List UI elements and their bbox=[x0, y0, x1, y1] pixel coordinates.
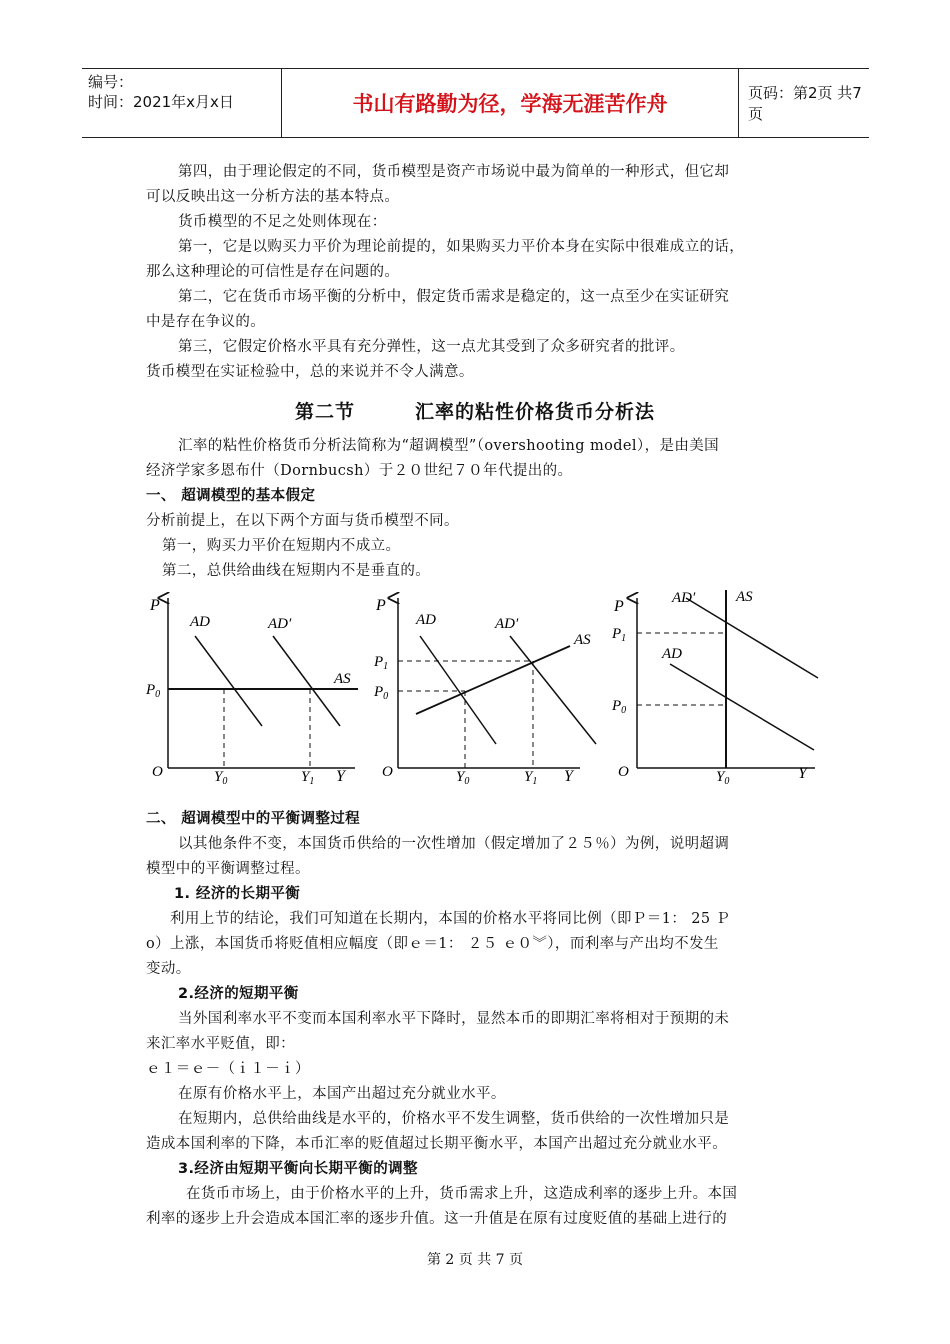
subheading: 2.经济的短期平衡 bbox=[178, 986, 299, 1002]
axis-label-y: Y bbox=[798, 765, 807, 782]
paragraph-line: 利率的逐步上升会造成本国汇率的逐步升值。这一升值是在原有过度贬值的基础上进行的 bbox=[146, 1211, 728, 1227]
tick-label-p0: $P_0$ bbox=[374, 684, 389, 702]
paragraph-line: 在原有价格水平上，本国产出超过充分就业水平。 bbox=[178, 1086, 506, 1102]
axis-label-y: Y bbox=[336, 768, 345, 785]
tick-label-y1: $Y_1$ bbox=[301, 769, 315, 787]
header-motto: 书山有路勤为径，学海无涯苦作舟 bbox=[282, 69, 739, 137]
paragraph-line: 第三，它假定价格水平具有充分弹性，这一点尤其受到了众多研究者的批评。 bbox=[178, 339, 685, 355]
paragraph-line: 第二，总供给曲线在短期内不是垂直的。 bbox=[162, 563, 431, 579]
axis-label-p: P bbox=[614, 598, 624, 615]
paragraph-line: 货币模型在实证检验中，总的来说并不令人满意。 bbox=[146, 364, 474, 380]
paragraph-line: 来汇率水平贬值，即： bbox=[146, 1036, 295, 1052]
tick-label-p1: $P_1$ bbox=[612, 626, 627, 644]
curve-label-ad-prime: AD′ bbox=[672, 590, 696, 606]
curve-label-as: AS bbox=[574, 632, 591, 648]
paragraph-line: 利用上节的结论，我们可知道在长期内，本国的价格水平将同比例（即Ｐ＝1： 25 Ｐ bbox=[170, 911, 731, 927]
ad-prime-curve bbox=[273, 636, 340, 726]
paragraph-line: o）上涨，本国货币将贬值相应幅度（即ｅ＝1： ２５ ｅ０︾），而利率与产出均不发生 bbox=[146, 936, 719, 952]
subheading: 3.经济由短期平衡向长期平衡的调整 bbox=[178, 1161, 418, 1177]
paragraph-line: 第一，它是以购买力平价为理论前提的，如果购买力平价本身在实际中很难成立的话， bbox=[178, 239, 745, 255]
paragraph-line: 经济学家多恩布什（Dornbucsh）于２０世纪７０年代提出的。 bbox=[146, 463, 573, 479]
ad-prime-curve bbox=[510, 636, 596, 744]
curve-label-as: AS bbox=[736, 589, 753, 605]
tick-label-y0: $Y_0$ bbox=[214, 769, 228, 787]
tick-label-p0: $P_0$ bbox=[612, 698, 627, 716]
curve-label-ad-prime: AD′ bbox=[495, 616, 519, 632]
ad-curve bbox=[195, 636, 262, 726]
paragraph-line: 货币模型的不足之处则体现在： bbox=[178, 214, 387, 230]
paragraph-line: 中是存在争议的。 bbox=[146, 314, 266, 330]
doc-date-label: 时间：2021年x月x日 bbox=[88, 93, 234, 111]
paragraph-line: 汇率的粘性价格货币分析法简称为“超调模型”（overshooting model），是由美国 bbox=[178, 438, 720, 454]
ad-curve bbox=[420, 636, 496, 744]
subheading: 二、 超调模型中的平衡调整过程 bbox=[146, 811, 361, 827]
paragraph-line: 造成本国利率的下降，本币汇率的贬值超过长期平衡水平，本国产出超过充分就业水平。 bbox=[146, 1136, 728, 1152]
formula-line: ｅ１＝ｅ－（ｉ１－ｉ） bbox=[146, 1061, 310, 1077]
curve-label-as: AS bbox=[334, 671, 351, 687]
paragraph-line: 第二，它在货币市场平衡的分析中，假定货币需求是稳定的，这一点至少在实证研究 bbox=[178, 289, 730, 305]
diagram-2 bbox=[373, 597, 596, 787]
curve-label-ad-prime: AD′ bbox=[268, 616, 292, 632]
section-title: 第二节 汇率的粘性价格货币分析法 bbox=[294, 401, 655, 423]
axis-label-p: P bbox=[150, 597, 160, 614]
origin-label: O bbox=[382, 764, 393, 780]
ad-curve bbox=[670, 664, 814, 750]
tick-label-p1: $P_1$ bbox=[374, 654, 389, 672]
tick-label-y0: $Y_0$ bbox=[456, 769, 470, 787]
diagram-1 bbox=[145, 597, 358, 787]
page-header bbox=[82, 68, 869, 138]
paragraph-line: 可以反映出这一分析方法的基本特点。 bbox=[146, 189, 400, 205]
paragraph-line: 以其他条件不变，本国货币供给的一次性增加（假定增加了２５％）为例，说明超调 bbox=[178, 836, 730, 852]
ad-as-diagrams bbox=[140, 586, 820, 796]
diagram-3 bbox=[611, 589, 818, 787]
subheading: 1. 经济的长期平衡 bbox=[174, 886, 301, 902]
tick-label-y1: $Y_1$ bbox=[524, 769, 538, 787]
header-meta bbox=[82, 69, 282, 137]
paragraph-line: 第四，由于理论假定的不同，货币模型是资产市场说中最为简单的一种形式，但它却 bbox=[178, 164, 730, 180]
paragraph-line: 在短期内，总供给曲线是水平的，价格水平不发生调整，货币供给的一次性增加只是 bbox=[178, 1111, 730, 1127]
paragraph-line: 第一，购买力平价在短期内不成立。 bbox=[162, 538, 401, 554]
curve-label-ad: AD bbox=[190, 614, 210, 630]
paragraph-line: 模型中的平衡调整过程。 bbox=[146, 861, 310, 877]
paragraph-line: 当外国利率水平不变而本国利率水平下降时，显然本币的即期汇率将相对于预期的未 bbox=[178, 1011, 730, 1027]
axis-label-y: Y bbox=[564, 768, 573, 785]
subheading: 一、 超调模型的基本假定 bbox=[146, 488, 316, 504]
ad-prime-curve bbox=[686, 598, 818, 678]
as-curve bbox=[416, 646, 570, 714]
curve-label-ad: AD bbox=[662, 646, 682, 662]
header-page-number: 页码：第2页 共7页 bbox=[748, 84, 862, 123]
paragraph-line: 那么这种理论的可信性是存在问题的。 bbox=[146, 264, 400, 280]
origin-label: O bbox=[152, 764, 163, 780]
curve-label-ad: AD bbox=[416, 612, 436, 628]
paragraph-line: 在货币市场上，由于价格水平的上升，货币需求上升，这造成利率的逐步上升。本国 bbox=[186, 1186, 738, 1202]
tick-label-p0: $P_0$ bbox=[146, 682, 161, 700]
origin-label: O bbox=[618, 764, 629, 780]
tick-label-y0: $Y_0$ bbox=[716, 769, 730, 787]
page-footer: 第 2 页 共 7 页 bbox=[426, 1252, 524, 1268]
paragraph-line: 分析前提上，在以下两个方面与货币模型不同。 bbox=[146, 513, 459, 529]
doc-number-label: 编号： bbox=[88, 73, 134, 91]
paragraph-line: 变动。 bbox=[146, 961, 191, 977]
axis-label-p: P bbox=[376, 597, 386, 614]
